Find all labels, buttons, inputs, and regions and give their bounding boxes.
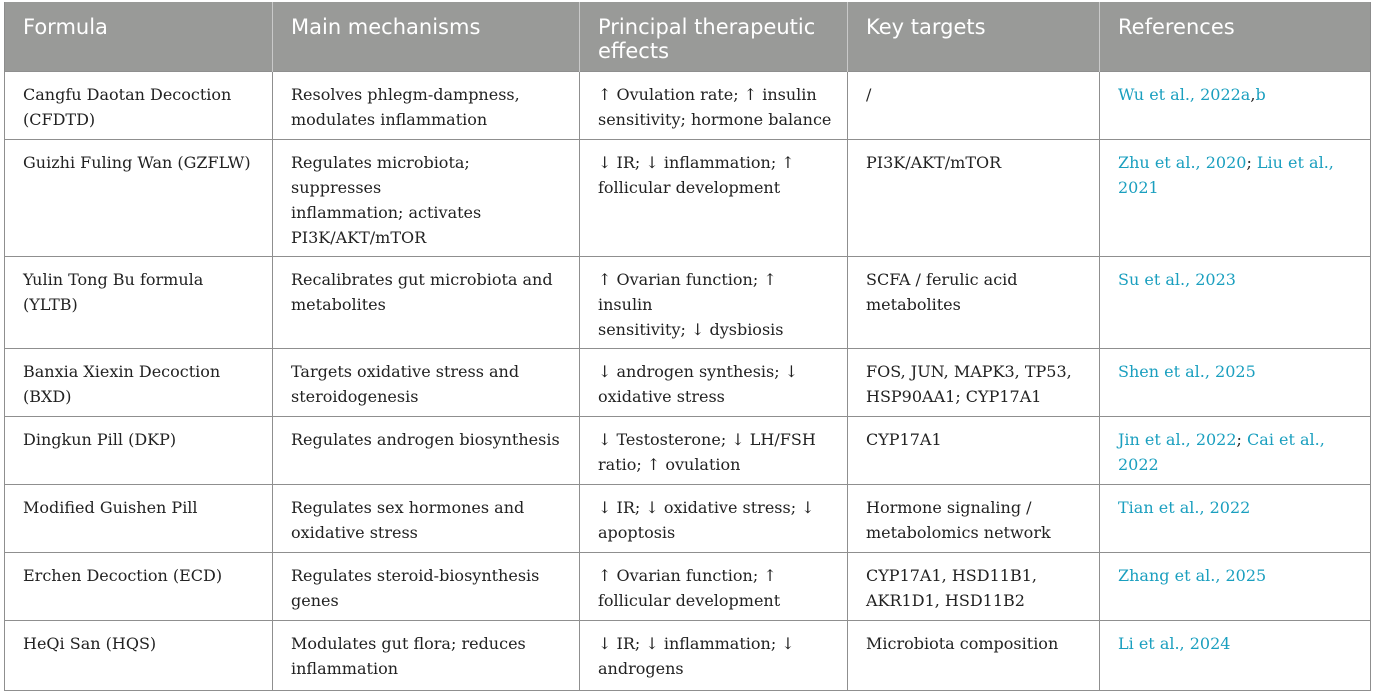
reference-link[interactable]: b: [1255, 85, 1266, 104]
targets-cell: [848, 140, 1100, 257]
cell-line: (CFDTD): [23, 110, 96, 129]
cell-line: Modulates gut flora; reduces: [291, 634, 526, 653]
formula-cell: [5, 257, 273, 349]
effects-cell: [580, 72, 848, 140]
cell-line: CYP17A1, HSD11B1,: [866, 566, 1037, 585]
formula-table: [4, 2, 1371, 691]
cell-line: ↓ IR; ↓ inflammation; ↓: [598, 634, 795, 653]
cell-line: AKR1D1, HSD11B2: [866, 591, 1025, 610]
reference-link[interactable]: Wu et al., 2022a: [1118, 85, 1251, 104]
cell-line: Dingkun Pill (DKP): [23, 430, 177, 449]
reference-link[interactable]: Zhu et al., 2020: [1118, 153, 1247, 172]
mechanisms-cell: [273, 417, 580, 485]
targets-cell: [848, 417, 1100, 485]
cell-line: sensitivity; ↓ dysbiosis: [598, 320, 784, 339]
reference-link[interactable]: Li et al., 2024: [1118, 634, 1231, 653]
cell-line: HeQi San (HQS): [23, 634, 157, 653]
cell-line: ↓ IR; ↓ inflammation; ↑: [598, 153, 795, 172]
cell-line: Regulates microbiota; suppresses: [291, 153, 470, 197]
cell-line: modulates inflammation: [291, 110, 488, 129]
references-cell: [1100, 621, 1371, 691]
cell-line: Microbiota composition: [866, 634, 1059, 653]
cell-line: inflammation; activates: [291, 203, 482, 222]
effects-cell: [580, 621, 848, 691]
mechanisms-cell: [273, 257, 580, 349]
table-row: [5, 349, 1371, 417]
reference-link[interactable]: Cai et al., 2022: [1118, 430, 1325, 474]
reference-link[interactable]: Jin et al., 2022: [1118, 430, 1237, 449]
targets-cell: [848, 553, 1100, 621]
references-cell: [1100, 140, 1371, 257]
cell-line: metabolites: [866, 295, 961, 314]
header-main-mechanisms: Main mechanisms: [273, 2, 580, 72]
cell-line: metabolites: [291, 295, 386, 314]
mechanisms-cell: [273, 72, 580, 140]
table-row: [5, 621, 1371, 691]
formula-cell: [5, 349, 273, 417]
cell-line: (YLTB): [23, 295, 78, 314]
table-row: [5, 417, 1371, 485]
effects-cell: [580, 140, 848, 257]
cell-line: Resolves phlegm-dampness,: [291, 85, 520, 104]
reference-separator: ;: [1246, 153, 1257, 172]
targets-cell: [848, 72, 1100, 140]
reference-separator: ,: [1250, 85, 1256, 104]
formula-cell: [5, 553, 273, 621]
header-references: References: [1100, 2, 1371, 72]
table-row: [5, 485, 1371, 553]
cell-line: Cangfu Daotan Decoction: [23, 85, 232, 104]
cell-line: FOS, JUN, MAPK3, TP53,: [866, 362, 1072, 381]
cell-line: Regulates steroid-biosynthesis: [291, 566, 540, 585]
reference-link[interactable]: Su et al., 2023: [1118, 270, 1236, 289]
references-cell: [1100, 417, 1371, 485]
cell-line: PI3K/AKT/mTOR: [291, 228, 427, 247]
cell-line: ↑ Ovarian function; ↑: [598, 566, 777, 585]
cell-line: Modified Guishen Pill: [23, 498, 198, 517]
reference-link[interactable]: Liu et al., 2021: [1118, 153, 1334, 197]
effects-cell: [580, 257, 848, 349]
cell-line: ↑ Ovulation rate; ↑ insulin: [598, 85, 817, 104]
cell-line: SCFA / ferulic acid: [866, 270, 1018, 289]
targets-cell: [848, 621, 1100, 691]
mechanisms-cell: [273, 553, 580, 621]
cell-line: follicular development: [598, 591, 781, 610]
reference-link[interactable]: Tian et al., 2022: [1118, 498, 1251, 517]
cell-line: HSP90AA1; CYP17A1: [866, 387, 1042, 406]
references-cell: [1100, 72, 1371, 140]
cell-line: steroidogenesis: [291, 387, 419, 406]
targets-cell: [848, 485, 1100, 553]
cell-line: Erchen Decoction (ECD): [23, 566, 223, 585]
header-formula: Formula: [5, 2, 273, 72]
cell-line: Guizhi Fuling Wan (GZFLW): [23, 153, 251, 172]
cell-line: ↑ Ovarian function; ↑ insulin: [598, 270, 777, 314]
cell-line: Banxia Xiexin Decoction: [23, 362, 221, 381]
reference-separator: ;: [1236, 430, 1248, 449]
cell-line: Regulates sex hormones and: [291, 498, 525, 517]
references-cell: [1100, 485, 1371, 553]
formula-cell: [5, 485, 273, 553]
formula-cell: [5, 417, 273, 485]
effects-cell: [580, 417, 848, 485]
mechanisms-cell: [273, 349, 580, 417]
cell-line: genes: [291, 591, 339, 610]
cell-line: metabolomics network: [866, 523, 1051, 542]
cell-line: inflammation: [291, 659, 398, 678]
cell-line: ↓ Testosterone; ↓ LH/FSH: [598, 430, 816, 449]
table-row: [5, 140, 1371, 257]
cell-line: Regulates androgen biosynthesis: [291, 430, 560, 449]
table-container: [4, 2, 1370, 691]
table-row: [5, 257, 1371, 349]
mechanisms-cell: [273, 485, 580, 553]
reference-link[interactable]: Zhang et al., 2025: [1118, 566, 1267, 585]
cell-line: CYP17A1: [866, 430, 942, 449]
cell-line: apoptosis: [598, 523, 676, 542]
formula-cell: [5, 72, 273, 140]
cell-line: ↓ IR; ↓ oxidative stress; ↓: [598, 498, 815, 517]
targets-cell: [848, 257, 1100, 349]
header-therapeutic-effects: Principal therapeutic effects: [580, 2, 848, 72]
table-header-row: [5, 2, 1371, 72]
cell-line: sensitivity; hormone balance: [598, 110, 832, 129]
mechanisms-cell: [273, 140, 580, 257]
cell-line: /: [866, 85, 872, 104]
cell-line: Targets oxidative stress and: [291, 362, 520, 381]
references-cell: [1100, 257, 1371, 349]
cell-line: ↓ androgen synthesis; ↓: [598, 362, 799, 381]
cell-line: Recalibrates gut microbiota and: [291, 270, 553, 289]
cell-line: PI3K/AKT/mTOR: [866, 153, 1002, 172]
cell-line: Yulin Tong Bu formula: [23, 270, 204, 289]
reference-link[interactable]: Shen et al., 2025: [1118, 362, 1256, 381]
cell-line: oxidative stress: [291, 523, 418, 542]
cell-line: follicular development: [598, 178, 781, 197]
effects-cell: [580, 553, 848, 621]
cell-line: (BXD): [23, 387, 72, 406]
effects-cell: [580, 349, 848, 417]
effects-cell: [580, 485, 848, 553]
mechanisms-cell: [273, 621, 580, 691]
cell-line: Hormone signaling /: [866, 498, 1032, 517]
references-cell: [1100, 553, 1371, 621]
table-row: [5, 72, 1371, 140]
cell-line: ratio; ↑ ovulation: [598, 455, 741, 474]
table-row: [5, 553, 1371, 621]
targets-cell: [848, 349, 1100, 417]
formula-cell: [5, 140, 273, 257]
references-cell: [1100, 349, 1371, 417]
cell-line: oxidative stress: [598, 387, 725, 406]
header-key-targets: Key targets: [848, 2, 1100, 72]
formula-cell: [5, 621, 273, 691]
cell-line: androgens: [598, 659, 684, 678]
